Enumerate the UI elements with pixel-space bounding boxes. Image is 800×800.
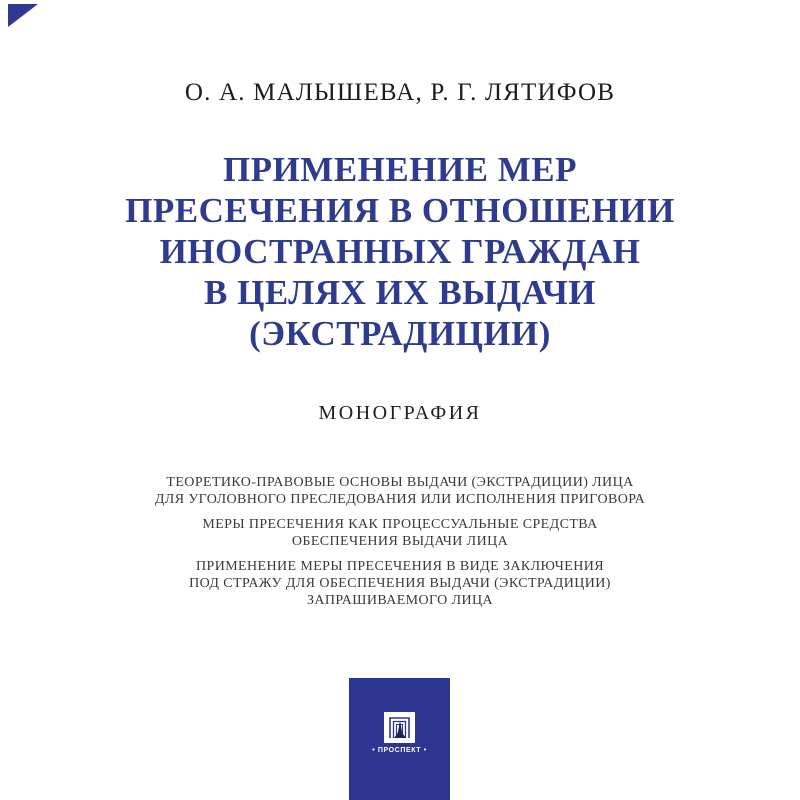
topic-item: [0, 516, 800, 550]
topic-line: МЕРЫ ПРЕСЕЧЕНИЯ КАК ПРОЦЕССУАЛЬНЫЕ СРЕДСТВА: [202, 517, 598, 532]
topic-line: ТЕОРЕТИКО-ПРАВОВЫЕ ОСНОВЫ ВЫДАЧИ (ЭКСТРАДИЦИИ) ЛИЦА: [166, 475, 634, 490]
topic-line: ОБЕСПЕЧЕНИЯ ВЫДАЧИ ЛИЦА: [291, 534, 509, 549]
topic-item: [0, 558, 800, 609]
topics-list: [0, 474, 800, 617]
title-line: ПРИМЕНЕНИЕ МЕР: [222, 150, 578, 189]
title-line: ИНОСТРАННЫХ ГРАЖДАН: [159, 232, 641, 271]
title-line: (ЭКСТРАДИЦИИ): [249, 314, 551, 353]
topic-line: ЗАПРАШИВАЕМОГО ЛИЦА: [306, 593, 494, 608]
topic-line: ПРИМЕНЕНИЕ МЕРЫ ПРЕСЕЧЕНИЯ В ВИДЕ ЗАКЛЮЧЕНИЯ: [196, 559, 604, 574]
publisher-name: • ПРОСПЕКТ •: [372, 747, 427, 754]
publisher-door-icon: [384, 712, 415, 743]
topic-line: ДЛЯ УГОЛОВНОГО ПРЕСЛЕДОВАНИЯ ИЛИ ИСПОЛНЕНИЯ ПРИГОВОРА: [154, 492, 646, 507]
title-line: ПРЕСЕЧЕНИЯ В ОТНОШЕНИИ: [125, 191, 675, 230]
subtitle-monograph: МОНОГРАФИЯ: [318, 402, 482, 424]
topic-line: ПОД СТРАЖУ ДЛЯ ОБЕСПЕЧЕНИЯ ВЫДАЧИ (ЭКСТРАДИЦИИ): [189, 576, 611, 591]
corner-fold-icon: [8, 4, 38, 27]
title-line: В ЦЕЛЯХ ИХ ВЫДАЧИ: [204, 273, 596, 312]
topic-item: [0, 474, 800, 508]
authors-line: О. А. МАЛЫШЕВА, Р. Г. ЛЯТИФОВ: [184, 79, 616, 106]
publisher-logo-block: [349, 678, 450, 800]
book-title: [0, 149, 800, 354]
